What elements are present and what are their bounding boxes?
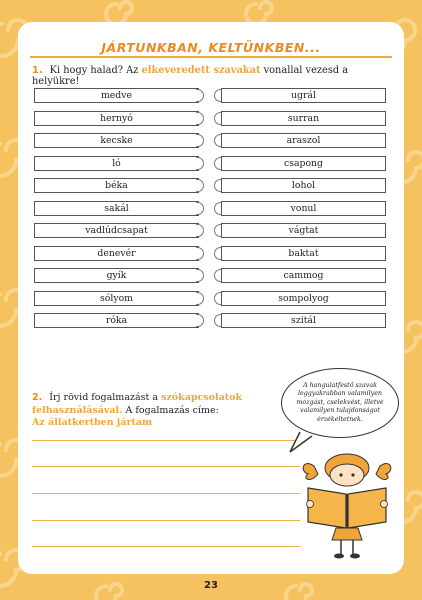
page-title: JÁRTUNKBAN, KELTÜNKBEN... (101, 40, 321, 55)
task-1-number: 1. (32, 65, 43, 76)
right-word-box[interactable]: szitál (221, 313, 386, 328)
left-word-box[interactable]: sólyom (34, 291, 199, 306)
task-1-highlight: elkeveredett szavakat (141, 65, 261, 76)
right-word-box[interactable]: araszol (221, 133, 386, 148)
left-word-box[interactable]: róka (34, 313, 199, 328)
right-word-box[interactable]: vágtat (221, 223, 386, 238)
left-word-box[interactable]: hernyó (34, 111, 199, 126)
essay-title: Az állatkertben jártam (32, 417, 153, 428)
right-word-box[interactable]: baktat (221, 246, 386, 261)
task-2-text-before: Írj rövid fogalmazást a (49, 392, 159, 403)
task-2-number: 2. (32, 392, 43, 403)
right-word-box[interactable]: csapong (221, 156, 386, 171)
left-word-box[interactable]: vadlúdcsapat (34, 223, 199, 238)
speech-bubble: A hangulatfestő szavak leggyakrabban valamilyen mozgást, cselekvést, illetve valamilyen tulajdonságot érzékeltetnek. (281, 368, 399, 438)
right-word-box[interactable]: surran (221, 111, 386, 126)
left-word-box[interactable]: kecske (34, 133, 199, 148)
left-word-box[interactable]: denevér (34, 246, 199, 261)
left-word-box[interactable]: gyík (34, 268, 199, 283)
task-2-text-after: A fogalmazás címe: (125, 404, 219, 416)
page-number: 23 (204, 580, 218, 591)
task-2-highlight: szókapcsolatok felhasználásával. (32, 392, 243, 416)
left-word-box[interactable]: ló (34, 156, 199, 171)
left-word-box[interactable]: medve (34, 88, 199, 103)
right-word-box[interactable]: vonul (221, 201, 386, 216)
task-1-text-after: vonallal vezesd a helyükre! (32, 65, 349, 87)
task-1-text-before: Ki hogy halad? Az (49, 65, 139, 76)
right-word-box[interactable]: cammog (221, 268, 386, 283)
right-word-box[interactable]: sompolyog (221, 291, 386, 306)
right-word-box[interactable]: lohol (221, 178, 386, 193)
girl-reading-illustration (300, 448, 395, 563)
left-word-box[interactable]: sakál (34, 201, 199, 216)
right-word-box[interactable]: ugrál (221, 88, 386, 103)
left-word-box[interactable]: béka (34, 178, 199, 193)
